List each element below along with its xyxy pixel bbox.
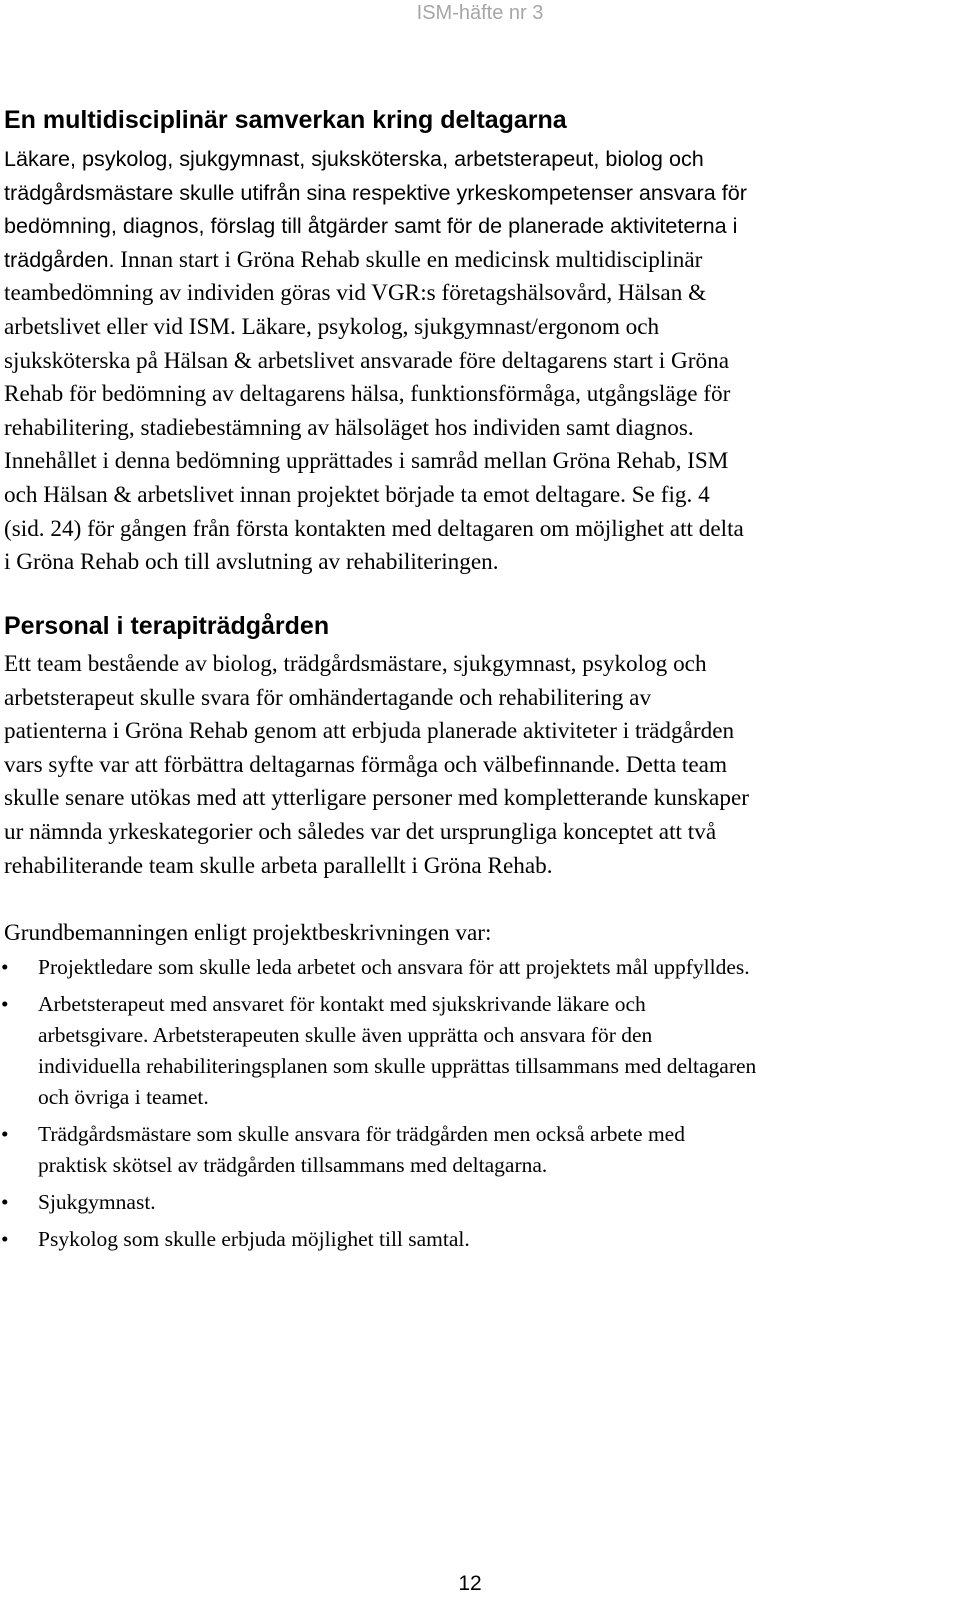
list-item: [0, 952, 756, 983]
list-item-text: arbetsgivare. Arbetsterapeuten skulle även upprätta och ansvara för den: [38, 1023, 653, 1047]
page-number: 12: [458, 1572, 482, 1595]
staffing-intro: [4, 917, 491, 951]
section-heading-multidisciplinary: En multidisciplinär samverkan kring deltagarna: [4, 106, 567, 134]
text-line: sjuksköterska på Hälsan & arbetslivet ansvarade före deltagarens start i Gröna: [4, 347, 729, 374]
section-heading-personnel: Personal i terapiträdgården: [4, 612, 330, 640]
text-line: Innehållet i denna bedömning upprättades i samråd mellan Gröna Rehab, ISM: [4, 448, 729, 475]
text-line: arbetsterapeut skulle svara för omhändertagande och rehabilitering av: [4, 684, 652, 711]
staffing-list: [0, 952, 756, 1261]
list-item-text: Sjukgymnast.: [38, 1190, 156, 1214]
text-line: vars syfte var att förbättra deltagarnas förmåga och välbefinnande. Detta team: [4, 751, 727, 778]
list-item: [0, 1187, 756, 1218]
document-header: ISM-häfte nr 3: [416, 2, 544, 24]
list-item: [0, 1119, 756, 1181]
list-item-text: individuella rehabiliteringsplanen som skulle upprättas tillsammans med deltagaren: [38, 1054, 757, 1078]
list-item-text: Arbetsterapeut med ansvaret för kontakt med sjukskrivande läkare och: [38, 992, 646, 1016]
list-item-text: och övriga i teamet.: [38, 1085, 209, 1109]
text-line: skulle senare utökas med att ytterligare personer med kompletterande kunskaper: [4, 785, 749, 812]
list-item-text: Trädgårdsmästare som skulle ansvara för trädgården men också arbete med: [38, 1122, 685, 1146]
text-line: arbetslivet eller vid ISM. Läkare, psykolog, sjukgymnast/ergonom och: [4, 313, 660, 340]
text-line: ur nämnda yrkeskategorier och således var det ursprungliga konceptet att två: [4, 818, 717, 845]
bullet-icon: •: [1, 1122, 9, 1146]
text-line: trädgårdsmästare skulle utifrån sina respektive yrkeskompetenser ansvara för: [4, 179, 747, 205]
text-line: Rehab för bedömning av deltagarens hälsa, funktionsförmåga, utgångsläge för: [4, 381, 731, 408]
text-line: i Gröna Rehab och till avslutning av rehabiliteringen.: [4, 549, 499, 576]
list-item-text: Projektledare som skulle leda arbetet och ansvara för att projektets mål uppfylldes.: [38, 955, 750, 979]
text-line: patienterna i Gröna Rehab genom att erbjuda planerade aktiviteter i trädgården: [4, 718, 735, 745]
bullet-icon: •: [1, 1227, 9, 1251]
text-line: Läkare, psykolog, sjukgymnast, sjuksköterska, arbetsterapeut, biolog och: [4, 146, 704, 171]
text-line: teambedömning av individen göras vid VGR:s företagshälsovård, Hälsan &: [4, 280, 707, 307]
paragraph-multidisciplinary: [4, 142, 747, 580]
list-item: [0, 989, 756, 1113]
text-line: bedömning, diagnos, förslag till åtgärder samt för de planerade aktiviteterna i: [4, 213, 738, 239]
text-line: [4, 243, 747, 278]
text-line: (sid. 24) för gången från första kontakten med deltagaren om möjlighet att delta: [4, 515, 744, 542]
text-segment: trädgården.: [4, 246, 115, 272]
text-line: Ett team bestående av biolog, trädgårdsmästare, sjukgymnast, psykolog och: [4, 651, 707, 677]
list-item-text: praktisk skötsel av trädgården tillsammans med deltagarna.: [38, 1153, 548, 1177]
text-line: rehabiliterande team skulle arbeta parallellt i Gröna Rehab.: [4, 852, 553, 879]
bullet-icon: •: [1, 955, 9, 979]
list-item-text: Psykolog som skulle erbjuda möjlighet till samtal.: [38, 1227, 470, 1251]
text-segment: Innan start i Gröna Rehab skulle en medicinsk multidisciplinär: [114, 246, 703, 273]
text-line: och Hälsan & arbetslivet innan projektet började ta emot deltagare. Se fig. 4: [4, 481, 710, 508]
bullet-icon: •: [1, 1190, 9, 1214]
list-item: [0, 1224, 756, 1255]
bullet-icon: •: [1, 992, 9, 1016]
text-line: rehabilitering, stadiebestämning av hälsoläget hos individen samt diagnos.: [4, 414, 694, 441]
text-line: Grundbemanningen enligt projektbeskrivningen var:: [4, 920, 492, 946]
paragraph-personnel: [4, 648, 749, 883]
